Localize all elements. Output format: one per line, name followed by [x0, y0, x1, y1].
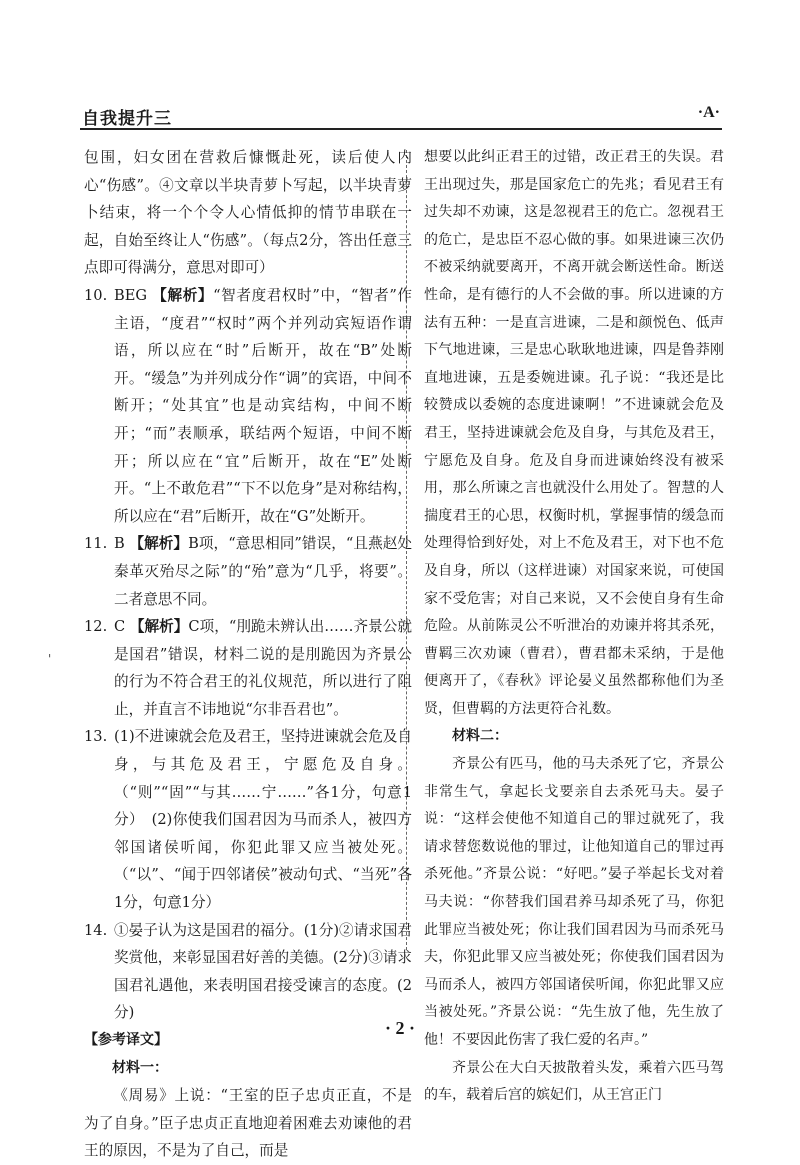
- material-one-continued: 想要以此纠正君王的过错，改正君王的失误。君王出现过失，那是国家危亡的先兆；看见君王有过失却不劝谏，这是忽视君王的危亡。忽视君王的危亡，是忠臣不忍心做的事。如果进谏三次仍不被采纳就要离开，不离开就会断送性命。断送性命，是有德行的人不会做的事。所以进谏的方法有五种：一是直言进谏，二是和颜悦色、低声下气地进谏，三是忠心耿耿地进谏，四是鲁莽刚直地进谏，五是委婉进谏。孔子说：“我还是比较赞成以委婉的态度进谏啊！”不进谏就会危及君王，坚持进谏就会危及自身，与其危及君王，宁愿危及自身。危及自身而进谏始终没有被采用，那么所谏之言也就没什么用处了。智慧的人揣度君王的心思，权衡时机，掌握事情的缓急而处理得恰到好处，对上不危及君王，对下也不危及自身，所以（这样进谏）对国家来说，可使国家不受危害；对自己来说，又不会使自身有生命危险。从前陈灵公不听泄冶的劝谏并将其杀死，曹羁三次劝谏（曹君），曹君都未采纳，于是他便离开了，《春秋》评论晏义虽然都称他们为圣贤，但曹羁的方法更符合礼数。: [424, 149, 724, 717]
- item-answer: BEG: [114, 286, 148, 304]
- item-text: (1)不进谏就会危及君王，坚持进谏就会危及自身，与其危及君王，宁愿危及自身。（“则”“固”“与其……宁……”各1分，句意1分） (2)你使我们国君因为马而杀人，被四方邻国诸侯听闻，你犯此罪又应当被处死。（“以”、“闻于四邻诸侯”被动句式、“当死”各1分，句意1分）: [114, 728, 412, 912]
- item-number: 12.: [84, 618, 108, 636]
- item-text: ①晏子认为这是国君的福分。(1分)②请求国君奖赏他，来彰显国君好善的美德。(2分)③请求国君礼遇他，来表明国君接受谏言的态度。(2分): [114, 921, 412, 1022]
- item-number: 14.: [84, 921, 108, 939]
- answer-item-11: [84, 530, 412, 613]
- item-number: 11.: [84, 535, 108, 553]
- continued-paragraph: 包围，妇女团在营救后慷慨赴死，读后使人内心“伤感”。④文章以半块青萝卜写起，以半块青萝卜结束，将一个个令人心情低抑的情节串联在一起，自始至终让人“伤感”。（每点2分，答出任意三点即可得满分，意思对即可）: [84, 149, 412, 277]
- margin-tick: ': [48, 652, 52, 666]
- item-number: 13.: [84, 728, 108, 746]
- analysis-label: 【解析】: [152, 286, 214, 304]
- reference-translation-heading: 【参考译文】: [84, 1032, 168, 1048]
- material-two-paragraph-1: 齐景公有匹马，他的马夫杀死了它，齐景公非常生气，拿起长戈要亲自去杀死马夫。晏子说：“这样会使他不知道自己的罪过就死了，我请求替您数说他的罪过，让他知道自己的罪过再杀死他。”齐景公说：“好吧。”晏子举起长戈对着马夫说：“你替我们国君养马却杀死了马，你犯此罪应当被处死；你让我们国君因为马而杀死马夫，你犯此罪又应当被处死；你使我们国君因为马而杀人，被四方邻国诸侯听闻，你犯此罪又应当被处死。”齐景公说：“先生放了他，先生放了他！不要因此伤害了我仁爱的名声。”: [424, 756, 724, 1048]
- page-number: · 2 ·: [384, 1018, 415, 1038]
- analysis-label: 【解析】: [129, 535, 189, 553]
- item-text: B项，“意思相同”错误，“且燕赵处秦革灭殆尽之际”的“殆”意为“几乎，将要”。二者意思不同。: [114, 535, 413, 608]
- header-rule: [80, 128, 722, 130]
- material-two-heading: 材料二：: [452, 728, 508, 745]
- header-version-mark: ·A·: [697, 104, 720, 121]
- item-text: “智者度君权时”中，“智者”作主语，“度君”“权时”两个并列动宾短语作谓语，所以应在“时”后断开，故在“B”处断开。“缓急”为并列成分作“调”的宾语，中间不断开；“处其宜”也是动宾结构，中间不断开；“而”表顺承，联结两个短语，中间不断开；所以应在“宜”后断开，故在“E”处断开。“上不敢危君”“下不以危身”是对称结构，所以应在“君”后断开，故在“G”处断开。: [114, 286, 412, 525]
- answer-item-14: [84, 917, 412, 1027]
- material-one-paragraph: 《周易》上说：“王室的臣子忠贞正直，不是为了自身。”臣子忠贞正直地迎着困难去劝谏他的君王的原因，不是为了自己，而是: [84, 1087, 412, 1160]
- left-column: [84, 144, 412, 1165]
- answer-item-12: [84, 613, 412, 723]
- item-text: C项，“刖跪未辨认出……齐景公就是国君”错误，材料二说的是刖跪因为齐景公的行为不符合君王的礼仪规范，所以进行了阻止，并直言不讳地说“尔非吾君也”。: [114, 618, 412, 718]
- answer-item-10: [84, 282, 412, 530]
- material-two-paragraph-2: 齐景公在大白天披散着头发，乘着六匹马驾的车，载着后宫的嫔妃们，从王宫正门: [424, 1059, 724, 1104]
- header-title: 自我提升三: [82, 109, 172, 129]
- item-number: 10.: [84, 286, 108, 304]
- item-answer: C: [114, 618, 126, 636]
- analysis-label: 【解析】: [129, 618, 189, 636]
- right-column: [424, 144, 724, 1110]
- material-one-heading: 材料一：: [112, 1059, 168, 1076]
- item-answer: B: [114, 535, 125, 553]
- answer-item-13: [84, 723, 412, 916]
